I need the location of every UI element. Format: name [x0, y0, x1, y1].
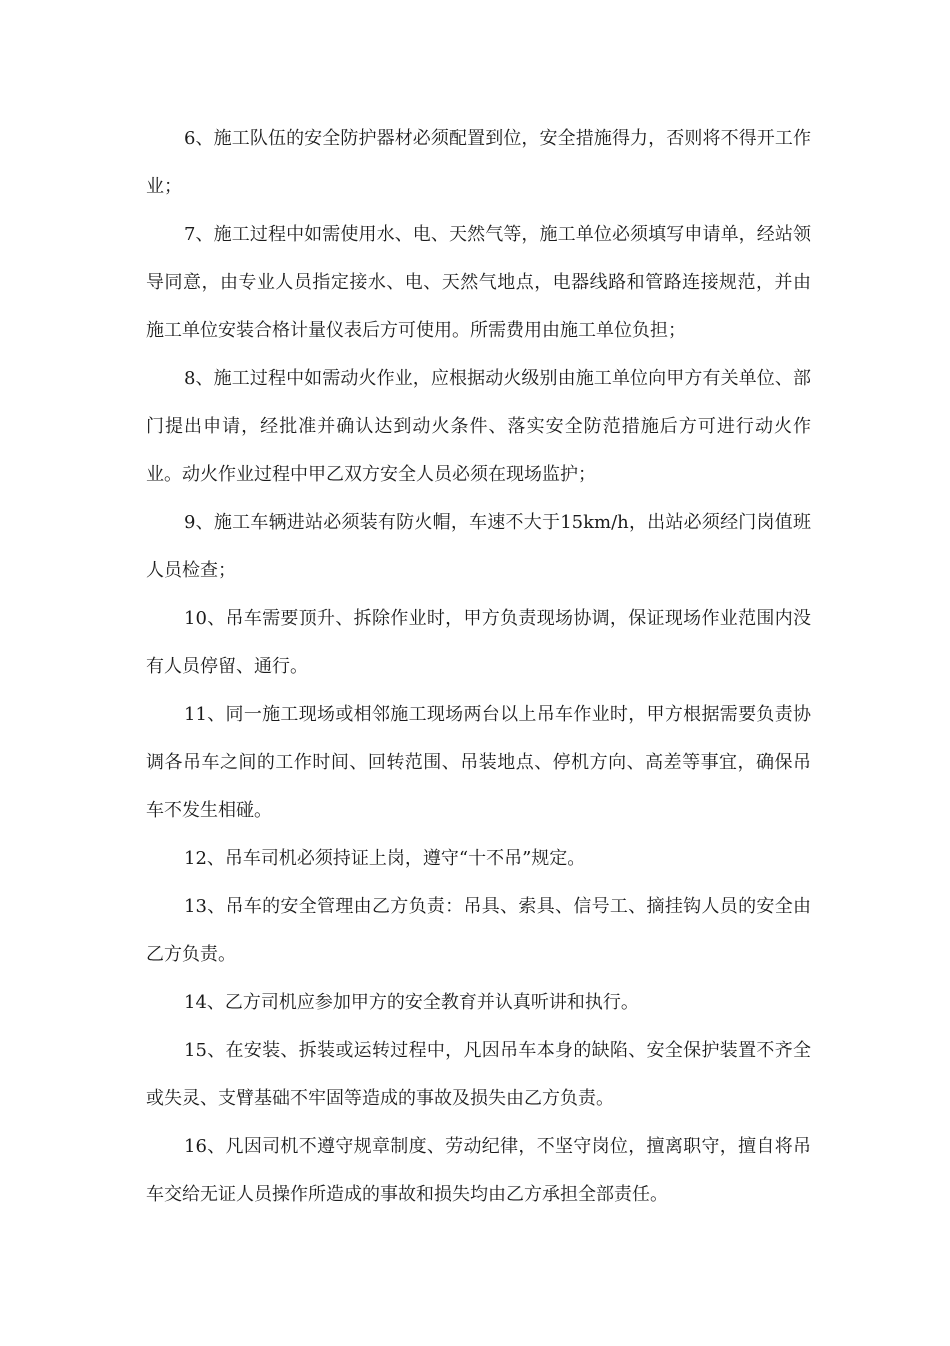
clause-7: 7、施工过程中如需使用水、电、天然气等，施工单位必须填写申请单，经站领导同意，由专业人员指定接水、电、天然气地点，电器线路和管路连接规范，并由施工单位安装合格计量仪表后方可使用。所需费用由施工单位负担； [146, 224, 811, 341]
clause-13: 13、吊车的安全管理由乙方负责：吊具、索具、信号工、摘挂钩人员的安全由乙方负责。 [146, 896, 811, 965]
document-body [146, 115, 811, 1219]
clause-6: 6、施工队伍的安全防护器材必须配置到位，安全措施得力，否则将不得开工作业； [146, 128, 811, 197]
clause-8: 8、施工过程中如需动火作业，应根据动火级别由施工单位向甲方有关单位、部门提出申请，经批准并确认达到动火条件、落实安全防范措施后方可进行动火作业。动火作业过程中甲乙双方安全人员必须在现场监护； [146, 368, 811, 485]
clause-10: 10、吊车需要顶升、拆除作业时，甲方负责现场协调，保证现场作业范围内没有人员停留、通行。 [146, 608, 811, 677]
clause-9: 9、施工车辆进站必须装有防火帽，车速不大于15km/h，出站必须经门岗值班人员检查； [146, 512, 811, 581]
clause-16: 16、凡因司机不遵守规章制度、劳动纪律，不坚守岗位，擅离职守，擅自将吊车交给无证人员操作所造成的事故和损失均由乙方承担全部责任。 [146, 1136, 811, 1205]
clause-12: 12、吊车司机必须持证上岗，遵守“十不吊”规定。 [184, 848, 586, 869]
clause-14: 14、乙方司机应参加甲方的安全教育并认真听讲和执行。 [184, 992, 639, 1013]
clause-15: 15、在安装、拆装或运转过程中，凡因吊车本身的缺陷、安全保护装置不齐全或失灵、支臂基础不牢固等造成的事故及损失由乙方负责。 [146, 1040, 811, 1109]
clause-11: 11、同一施工现场或相邻施工现场两台以上吊车作业时，甲方根据需要负责协调各吊车之间的工作时间、回转范围、吊装地点、停机方向、高差等事宜，确保吊车不发生相碰。 [146, 704, 811, 821]
